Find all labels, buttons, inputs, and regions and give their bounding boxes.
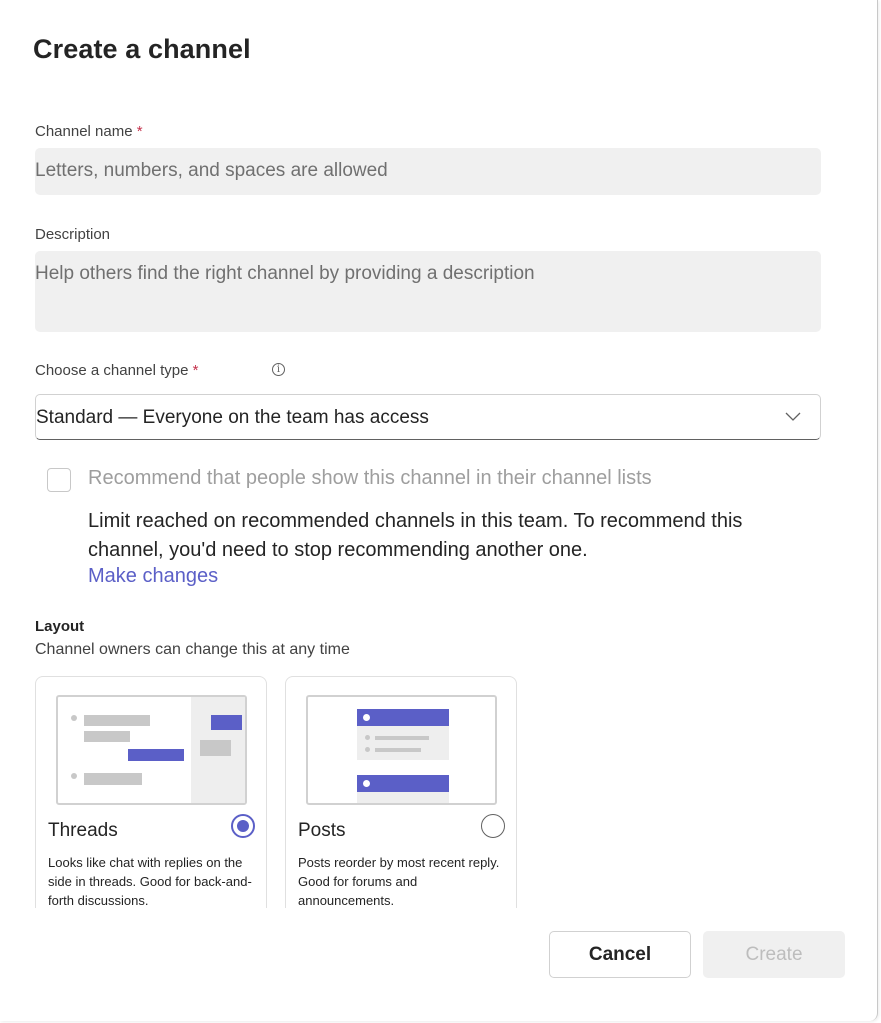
layout-heading: Layout (35, 618, 85, 635)
threads-radio[interactable] (231, 814, 255, 838)
threads-title: Threads (48, 820, 118, 841)
chevron-down-icon (784, 407, 802, 425)
threads-preview-illustration (56, 695, 247, 805)
recommend-limit-message: Limit reached on recommended channels in this team. To recommend this channel, you'd need to stop recommending another one. (88, 510, 743, 561)
info-icon[interactable]: i (272, 363, 285, 376)
required-marker: * (192, 362, 199, 379)
threads-description: Looks like chat with replies on the side in threads. Good for back-and-forth discussions. (48, 855, 252, 908)
channel-type-label (35, 362, 198, 379)
posts-radio[interactable] (481, 814, 505, 838)
dialog-title: Create a channel (33, 34, 251, 64)
channel-type-label-text: Choose a channel type (35, 362, 189, 379)
posts-description: Posts reorder by most recent reply. Good for forums and announcements. (298, 855, 500, 908)
channel-name-input[interactable] (35, 148, 821, 195)
posts-preview-illustration (306, 695, 497, 805)
make-changes-link[interactable]: Make changes (88, 565, 219, 587)
description-placeholder: Help others find the right channel by providing a description (35, 263, 535, 284)
channel-name-label (35, 123, 143, 140)
channel-type-dropdown[interactable] (35, 394, 821, 440)
channel-type-selected: Standard — Everyone on the team has access (36, 407, 429, 428)
description-label: Description (35, 226, 111, 243)
channel-name-label-text: Channel name (35, 123, 133, 140)
description-input[interactable] (35, 251, 821, 332)
posts-title: Posts (298, 820, 346, 841)
recommend-checkbox[interactable] (47, 468, 71, 492)
layout-subheading: Channel owners can change this at any time (35, 641, 350, 658)
layout-option-threads[interactable] (35, 676, 267, 908)
channel-name-placeholder: Letters, numbers, and spaces are allowed (35, 160, 388, 181)
cancel-button[interactable]: Cancel (549, 931, 691, 978)
layout-option-posts[interactable] (285, 676, 517, 908)
required-marker: * (136, 123, 143, 140)
create-button[interactable]: Create (703, 931, 845, 978)
recommend-checkbox-label: Recommend that people show this channel in their channel lists (88, 467, 652, 489)
